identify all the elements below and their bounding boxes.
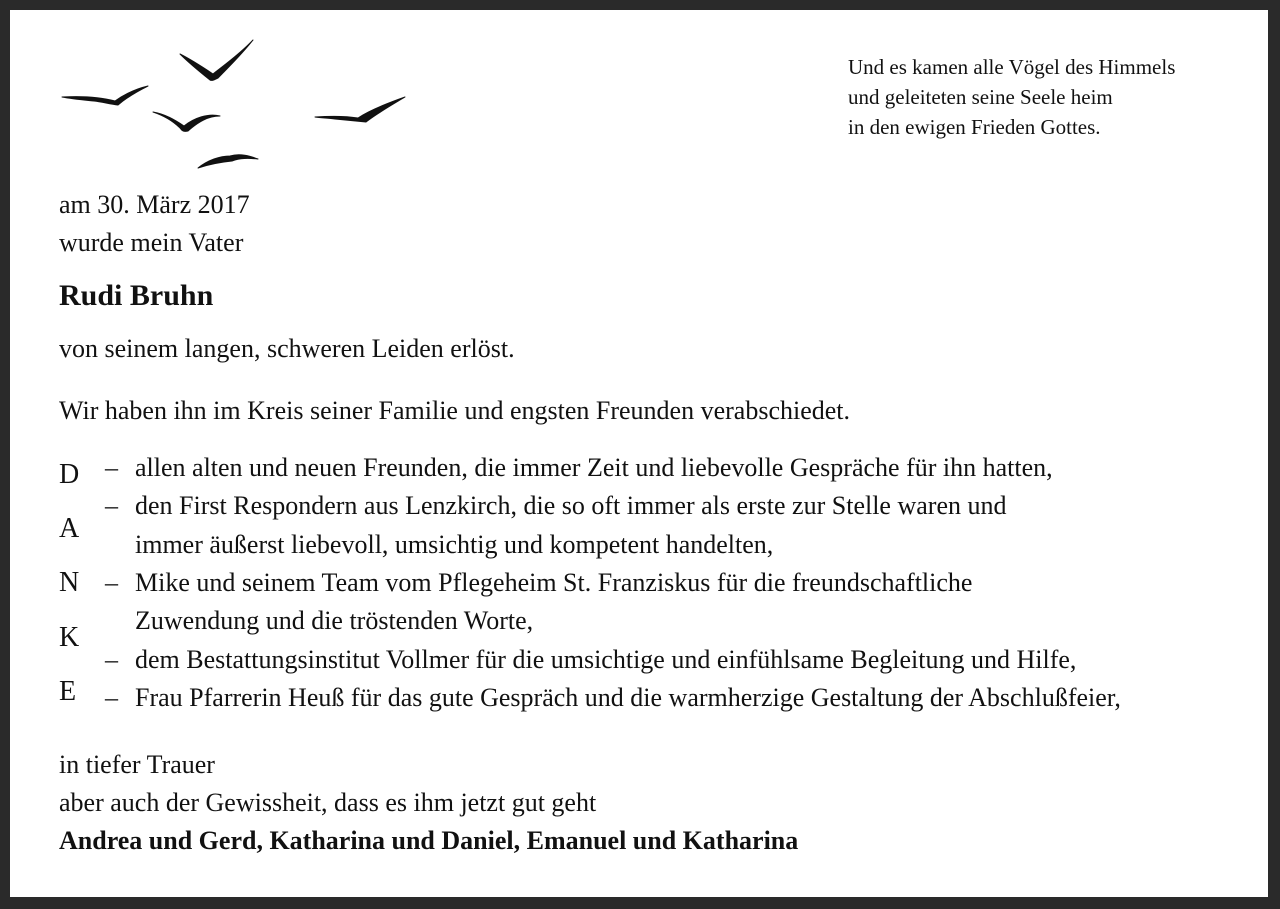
list-dash: –	[105, 453, 118, 482]
verse-line: in den ewigen Frieden Gottes.	[848, 115, 1101, 139]
farewell-line: Wir haben ihn im Kreis seiner Familie und engsten Freunden verabschiedet.	[59, 396, 851, 425]
thanks-line: Frau Pfarrerin Heuß für das gute Gespräch und die warmherzige Gestaltung der Abschlußfeier,	[135, 683, 1121, 712]
danke-letter: E	[59, 676, 77, 707]
list-dash: –	[105, 645, 118, 674]
thanks-line: dem Bestattungsinstitut Vollmer für die umsichtige und einfühlsame Begleitung und Hilfe,	[135, 645, 1077, 674]
list-dash: –	[105, 683, 118, 712]
deceased-name: Rudi Bruhn	[59, 279, 214, 312]
danke-letter: N	[59, 567, 80, 598]
bible-verse	[848, 52, 1175, 142]
verse-line: und geleiteten seine Seele heim	[848, 85, 1113, 109]
thanks-line: immer äußerst liebevoll, umsichtig und kompetent handelten,	[135, 530, 774, 559]
danke-letter: D	[59, 459, 80, 490]
birds-icon	[10, 10, 430, 190]
closing-line: in tiefer Trauer	[59, 750, 215, 779]
death-date-line: am 30. März 2017	[59, 190, 250, 219]
signatures: Andrea und Gerd, Katharina und Daniel, Emanuel und Katharina	[59, 826, 799, 855]
relief-line: von seinem langen, schweren Leiden erlöst.	[59, 334, 515, 363]
list-dash: –	[105, 491, 118, 520]
intro-line: wurde mein Vater	[59, 228, 244, 257]
thanks-line: allen alten und neuen Freunden, die immer Zeit und liebevolle Gespräche für ihn hatten,	[135, 453, 1053, 482]
danke-letter: K	[59, 622, 80, 653]
verse-line: Und es kamen alle Vögel des Himmels	[848, 55, 1176, 79]
thanks-line: den First Respondern aus Lenzkirch, die so oft immer als erste zur Stelle waren und	[135, 491, 1007, 520]
closing-line: aber auch der Gewissheit, dass es ihm jetzt gut geht	[59, 788, 597, 817]
thanks-line: Zuwendung und die tröstenden Worte,	[135, 606, 534, 635]
list-dash: –	[105, 568, 118, 597]
thanks-line: Mike und seinem Team vom Pflegeheim St. Franziskus für die freundschaftliche	[135, 568, 973, 597]
obituary-card	[10, 10, 1268, 897]
danke-letter: A	[59, 513, 80, 544]
